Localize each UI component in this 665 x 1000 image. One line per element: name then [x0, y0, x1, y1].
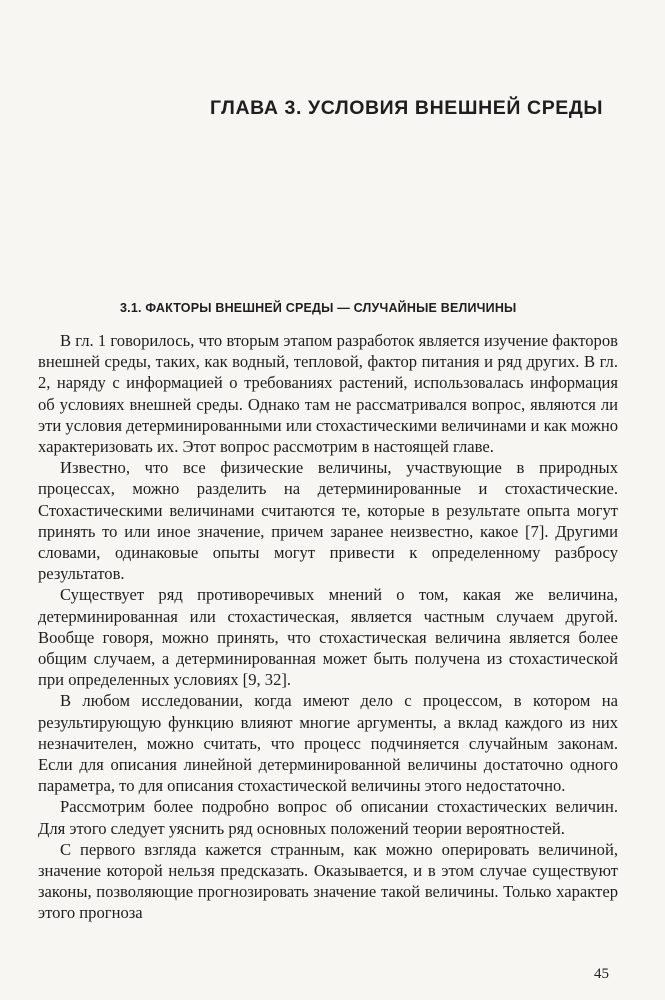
paragraph: В любом исследовании, когда имеют дело с процессом, в котором на результирующую функцию влияют многие аргументы, а вклад каждого из них незначителен, можно считать, что процесс подчиняется случайным законам. Если для описания линейной детерминированной величины достаточно одного параметра, то для описания стохастической величины этого недостаточно.	[38, 691, 618, 796]
paragraph: В гл. 1 говорилось, что вторым этапом разработок является изучение факторов внешней среды, таких, как водный, тепловой, фактор питания и ряд других. В гл. 2, наряду с информацией о требованиях растений, использовалась информация об условиях внешней среды. Однако там не рассматривался вопрос, являются ли эти условия детерминированными или стохастическими величинами и как можно характеризовать их. Этот вопрос рассмотрим в настоящей главе.	[38, 331, 618, 457]
chapter-title: ГЛАВА 3. УСЛОВИЯ ВНЕШНЕЙ СРЕДЫ	[210, 97, 604, 119]
paragraph: Существует ряд противоречивых мнений о том, какая же величина, детерминированная или стохастическая, является частным случаем другой. Вообще говоря, можно принять, что стохастическая величина является более общим случаем, а детерминированная может быть получена из стохастической при определенных условиях [9, 32].	[38, 585, 618, 690]
section-title: 3.1. ФАКТОРЫ ВНЕШНЕЙ СРЕДЫ — СЛУЧАЙНЫЕ ВЕЛИЧИНЫ	[120, 301, 517, 315]
body-text	[38, 330, 618, 924]
page-number: 45	[594, 966, 609, 982]
paragraph: Известно, что все физические величины, участвующие в природных процессах, можно разделить на детерминированные и стохастические. Стохастическими величинами считаются те, которые в результате опыта могут принять то или иное значение, причем заранее неизвестно, какое [7]. Другими словами, одинаковые опыты могут привести к определенному разбросу результатов.	[38, 458, 618, 584]
paragraph: С первого взгляда кажется странным, как можно оперировать величиной, значение которой нельзя предсказать. Оказывается, и в этом случае существуют законы, позволяющие прогнозировать значение такой величины. Только характер этого прогноза	[38, 839, 618, 923]
paragraph: Рассмотрим более подробно вопрос об описании стохастических величин. Для этого следует уяснить ряд основных положений теории вероятностей.	[38, 797, 618, 838]
